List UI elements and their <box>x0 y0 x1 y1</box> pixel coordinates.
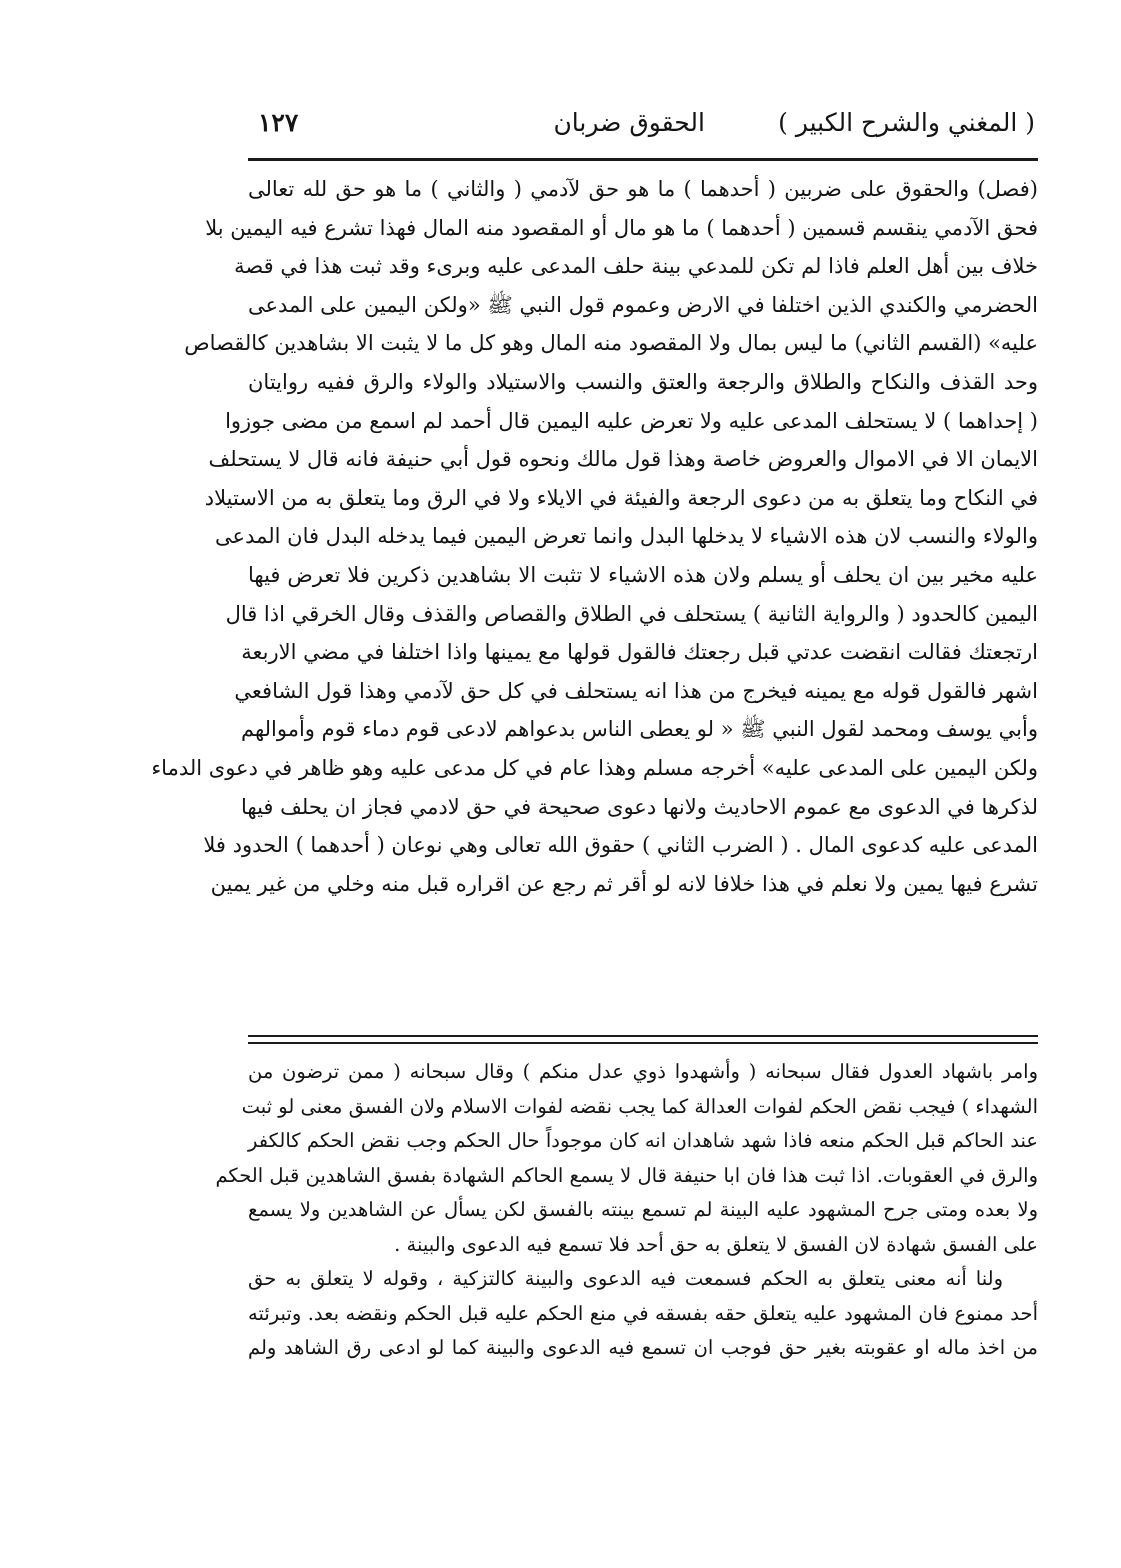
text-line: في النكاح وما يتعلق به من دعوى الرجعة والفيئة في الايلاء ولا في الرق وما يتعلق به من الاستيلاد <box>204 485 1038 510</box>
text-line: فحق الآدمي ينقسم قسمين ( أحدهما ) ما هو مال أو المقصود منه المال فهذا تشرع فيه اليمين بلا <box>205 215 1038 240</box>
text-line: الحضرمي والكندي الذين اختلفا في الارض وعموم قول النبي ﷺ «ولكن اليمين على المدعى <box>248 292 1038 317</box>
text-line: من اخذ ماله او عقوبته بغير حق فوجب ان تسمع فيه الدعوى والبينة كما لو ادعى رق الشاهد ولم <box>248 1336 1038 1359</box>
text-line: عليه» (القسم الثاني) ما ليس بمال ولا المقصود منه المال وهو كل ما لا يثبت الا بشاهدين كالقصاص <box>184 331 1038 356</box>
header-rule <box>248 158 1038 161</box>
commentary-text <box>215 1055 1038 1366</box>
section-divider <box>248 1035 1038 1037</box>
text-line: ولنا أنه معنى يتعلق به الحكم فسمعت فيه الدعوى والبينة كالتزكية ، وقوله لا يتعلق به حق <box>248 1267 1003 1290</box>
text-line: والولاء والنسب لان هذه الاشياء لا يدخلها البدل وانما تعرض اليمين فيما يدخله البدل فان المدعى <box>215 524 1038 549</box>
text-line: وأبي يوسف ومحمد لقول النبي ﷺ « لو يعطى الناس بدعواهم لادعى قوم دماء قوم وأموالهم <box>240 717 1038 742</box>
text-line: ولكن اليمين على المدعى عليه» أخرجه مسلم وهذا عام في كل مدعى عليه وهو ظاهر في دعوى الدماء <box>151 755 1038 780</box>
text-line: اليمين كالحدود ( والرواية الثانية ) يستحلف في الطلاق والقصاص والقذف وقال الخرقي اذا قال <box>225 601 1038 626</box>
text-line: وامر باشهاد العدول فقال سبحانه ( وأشهدوا ذوي عدل منكم ) وقال سبحانه ( ممن ترضون من <box>248 1060 1038 1083</box>
text-line: والرق في العقوبات. اذا ثبت هذا فان ابا حنيفة قال لا يسمع الحاكم الشهادة بفسق الشاهدين قبل الحكم <box>215 1163 1038 1187</box>
text-line: تشرع فيها يمين ولا نعلم في هذا خلافا لانه لو أقر ثم رجع عن اقراره قبل منه وخلي من غير يمين <box>210 871 1038 896</box>
text-line: لذكرها في الدعوى مع عموم الاحاديث ولانها دعوى صحيحة في حق لادمي فجاز ان يحلف فيها <box>241 794 1038 819</box>
text-line: ( إحداهما ) لا يستحلف المدعى عليه ولا تعرض عليه اليمين قال أحمد لم اسمع من مضى جوزوا <box>225 408 1038 433</box>
text-line: أحد ممنوع فان المشهود عليه يتعلق حقه بفسقه في منع الحكم عليه قبل الحكم ونقضه بعد. وتبرئته <box>248 1301 1038 1325</box>
section-title: الحقوق ضربان <box>553 108 705 137</box>
text-line: ولا بعده ومتى جرح المشهود عليه البينة لم تسمع بينته بالفسق لكن يسأل عن الشاهدين ولا يسمع <box>248 1198 1038 1221</box>
text-line: وحد القذف والنكاح والطلاق والرجعة والعتق والنسب والاستيلاد والولاء والرق ففيه روايتان <box>248 369 1039 394</box>
text-line: (فصل) والحقوق على ضربين ( أحدهما ) ما هو حق لآدمي ( والثاني ) ما هو حق لله تعالى <box>248 177 1038 201</box>
running-header <box>250 108 1035 154</box>
text-line: الايمان الا في الاموال والعروض خاصة وهذا قول مالك ونحوه قول أبي حنيفة فانه قال لا يستحلف <box>208 447 1038 472</box>
book-title: ( المغني والشرح الكبير ) <box>778 108 1035 137</box>
page-number: ١٢٧ <box>258 108 299 137</box>
text-line: ارتجعتك فقالت انقضت عدتي قبل رجعتك فالقول قولها مع يمينها واذا اختلفا في مضي الاربعة <box>241 640 1038 665</box>
text-line: عليه مخير بين ان يحلف أو يسلم ولان هذه الاشياء لا تثبت الا بشاهدين ذكرين فلا تعرض فيها <box>248 562 1038 587</box>
text-line: الشهداء ) فيجب نقض الحكم لفوات العدالة كما يجب نقضه لفوات الاسلام ولان الفسق معنى لو ثبت <box>241 1094 1038 1118</box>
main-text <box>151 170 1039 903</box>
text-line: على الفسق شهادة لان الفسق لا يتعلق به حق أحد فلا تسمع فيه الدعوى والبينة . <box>394 1232 1038 1256</box>
text-line: خلاف بين أهل العلم فاذا لم تكن للمدعي بينة حلف المدعى عليه وبرىء وقد ثبت هذا في قصة <box>234 254 1038 279</box>
text-line: عند الحاكم قبل الحكم منعه فاذا شهد شاهدان انه كان موجوداً حال الحكم وجب نقض الحكم كالكفر <box>248 1129 1038 1152</box>
text-line: المدعى عليه كدعوى المال . ( الضرب الثاني ) حقوق الله تعالى وهي نوعان ( أحدهما ) الحدود فلا <box>203 833 1038 858</box>
section-divider <box>248 1042 1038 1044</box>
text-line: اشهر فالقول قوله مع يمينه فيخرج من هذا انه يستحلف في كل حق لآدمي وهذا قول الشافعي <box>234 678 1038 703</box>
